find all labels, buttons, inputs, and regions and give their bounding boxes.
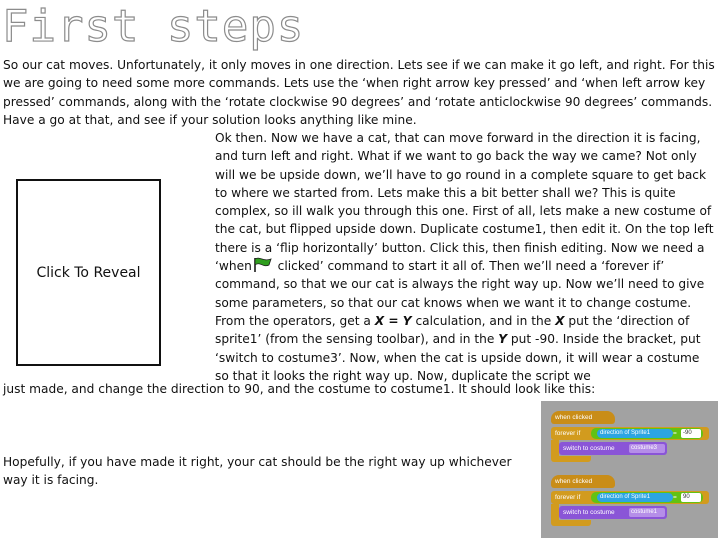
reveal-label: Click To Reveal xyxy=(36,264,141,281)
page-title: First steps xyxy=(2,1,305,52)
direction-of-sprite-1: direction of Sprite1 xyxy=(597,429,673,438)
costume-slot-2: costume1 xyxy=(629,508,665,517)
conclusion-paragraph: Hopefully, if you have made it right, your cat should be the right way up whichever way it is facing. xyxy=(3,455,512,488)
direction-of-sprite-2: direction of Sprite1 xyxy=(597,493,673,502)
switch-costume-block-2: switch to costume costume1 xyxy=(559,506,667,519)
when-flag-clicked-block-2: when clicked xyxy=(551,475,615,488)
c-block-foot-2 xyxy=(551,520,591,526)
instructions-text-a: Ok then. Now we have a cat, that can move forward in the direction it is facing, and turn left and right. What if we want to go back the way we came? Not only will we be upside down, we’ll have to go round in a complete square to get back to where we started from. Lets make this a bit better shall we? This is quite complex, so ill walk you through this one. First of all, lets make a new costume of the cat, but flipped upside down. Duplicate costume1, then edit it. On the top left there is a ‘flip horizontally’ button. Click this, then finish editing. Now we need a ‘when xyxy=(215,131,714,274)
switch-costume-block-1: switch to costume costume3 xyxy=(559,442,667,455)
x-symbol: X xyxy=(555,313,565,328)
scratch-script-image xyxy=(541,401,718,538)
value-slot-2: 90 xyxy=(681,493,701,502)
c-block-foot-1 xyxy=(551,456,591,462)
costume-slot-1: costume3 xyxy=(629,444,665,453)
y-symbol: Y xyxy=(498,332,508,347)
instructions-text-d: put the ‘direction of sprite1’ (from the sensing toolbar), and in the xyxy=(215,313,690,347)
instructions-paragraph-end: just made, and change the direction to 90, and the costume to costume1. It should look like this: xyxy=(3,382,596,396)
intro-paragraph: So our cat moves. Unfortunately, it only moves in one direction. Lets see if we can make it go left, and right. For this we are going to need some more commands. Lets use the ‘when right arrow key pressed’ and ‘when left arrow key pressed’ commands, along with the ‘rotate clockwise 90 degrees’ and ‘rotate anticlockwise 90 degrees’ commands. Have a go at that, and see if your solution looks anything like mine. xyxy=(3,58,715,127)
instructions-text-b: clicked’ command to start it all of. Then we’ll need a ‘forever if’ command, so that we our cat is always the right way up. Now we’ll need to give some parameters, so that our cat knows when we want it to change costume. From the operators, get a xyxy=(215,259,705,328)
xy-formula: X = Y xyxy=(374,313,412,328)
instructions-text-c: calculation, and in the xyxy=(411,313,556,328)
instructions-text-e: put -90. Inside the bracket, put ‘switch to costume3’. Now, when the cat is upside down, it will wear a costume so that it looks the right way up. Now, duplicate the script we xyxy=(215,332,701,383)
green-flag-icon xyxy=(252,257,274,273)
click-to-reveal-box[interactable] xyxy=(16,179,161,366)
when-flag-clicked-block-1: when clicked xyxy=(551,411,615,424)
value-slot-1: -90 xyxy=(681,429,701,438)
instructions-paragraph xyxy=(215,129,715,385)
forever-if-block-2: forever if direction of Sprite1 = 90 xyxy=(551,491,709,504)
forever-if-block-1: forever if direction of Sprite1 = -90 xyxy=(551,427,709,440)
